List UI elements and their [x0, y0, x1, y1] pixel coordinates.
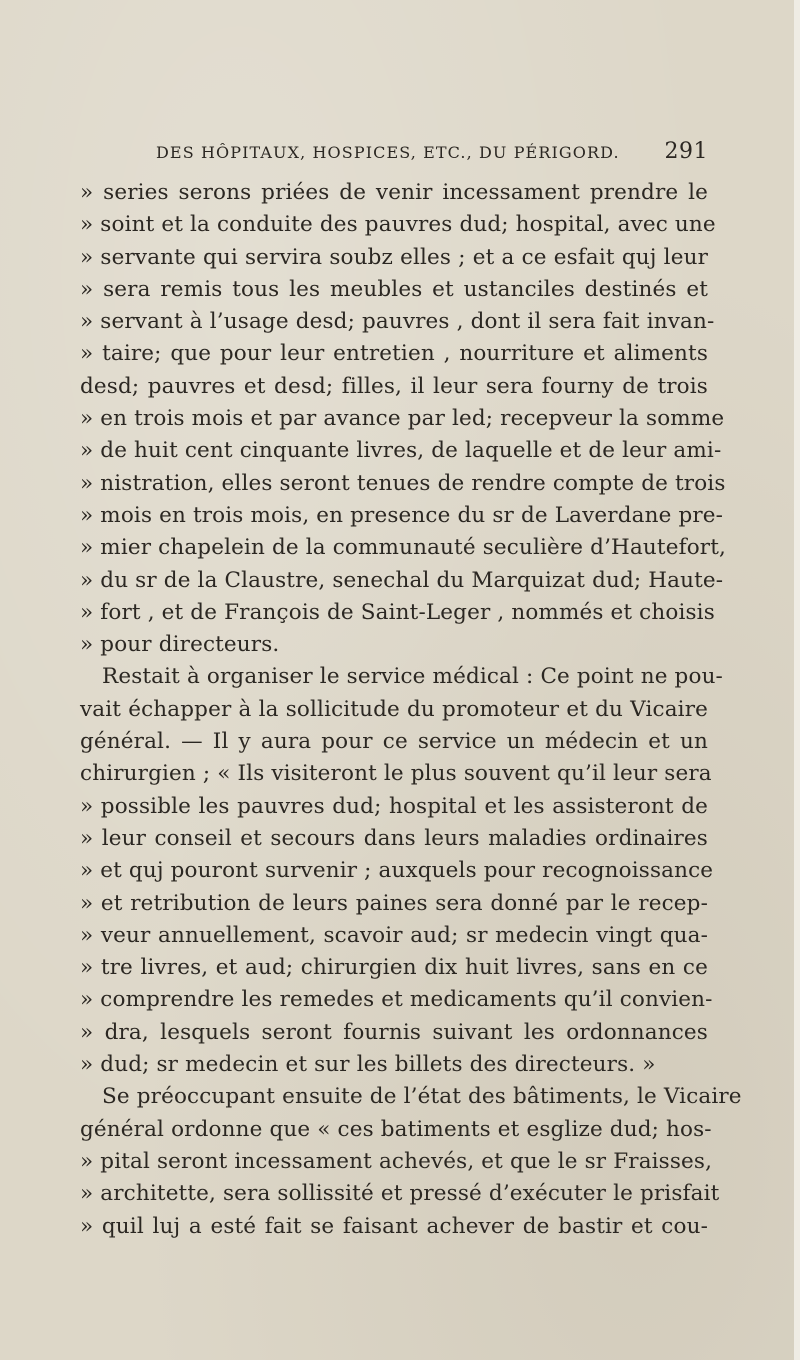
text-line: » dud; sr medecin et sur les billets des directeurs. »: [80, 1052, 656, 1078]
text-line: » servante qui servira soubz elles ; et a ce esfait quj leur: [80, 244, 708, 270]
text-line: » pour directeurs.: [80, 632, 280, 658]
text-line: chirurgien ; « Ils visiteront le plus souvent qu’il leur sera: [80, 761, 712, 787]
text-line: » et quj pouront survenir ; auxquels pour recognoissance: [80, 858, 714, 884]
text-line: » mier chapelein de la communauté seculière d’Hautefort,: [80, 535, 726, 561]
text-line: » en trois mois et par avance par led; recepveur la somme: [80, 406, 725, 432]
text-line: » fort , et de François de Saint-Leger , nommés et choisis: [80, 599, 715, 625]
text-line: » sera remis tous les meubles et ustanciles destinés et: [80, 276, 708, 302]
text-line: » leur conseil et secours dans leurs maladies ordinaires: [80, 825, 708, 851]
text-line: » architette, sera sollissité et pressé d’exécuter le prisfait: [80, 1181, 720, 1207]
text-line: » soint et la conduite des pauvres dud; hospital, avec une: [80, 212, 716, 238]
text-line: » mois en trois mois, en presence du sr de Laverdane pre-: [80, 502, 724, 528]
text-line: » et retribution de leurs paines sera donné par le recep-: [80, 890, 708, 916]
text-line: général ordonne que « ces batiments et esglize dud; hos-: [80, 1116, 712, 1142]
text-line: général. — Il y aura pour ce service un médecin et un: [80, 729, 708, 755]
text-line: Se préoccupant ensuite de l’état des bâtiments, le Vicaire: [102, 1084, 742, 1110]
text-line: » servant à l’usage desd; pauvres , dont il sera fait invan-: [80, 309, 715, 335]
text-line: » dra, lesquels seront fournis suivant les ordonnances: [80, 1019, 708, 1045]
text-line: desd; pauvres et desd; filles, il leur sera fourny de trois: [80, 373, 708, 399]
body-text: [80, 177, 742, 1243]
page-header: [156, 139, 708, 173]
page-number: 291: [664, 139, 708, 164]
running-title: DES HÔPITAUX, HOSPICES, ETC., DU PÉRIGORD.: [156, 143, 620, 162]
text-line: » du sr de la Claustre, senechal du Marquizat dud; Haute-: [80, 567, 724, 593]
text-line: » de huit cent cinquante livres, de laquelle et de leur ami-: [80, 438, 722, 464]
text-line: » pital seront incessament achevés, et que le sr Fraisses,: [80, 1148, 713, 1174]
text-line: vait échapper à la sollicitude du promoteur et du Vicaire: [80, 696, 708, 722]
text-line: » veur annuellement, scavoir aud; sr medecin vingt qua-: [80, 922, 708, 948]
text-line: » possible les pauvres dud; hospital et les assisteront de: [80, 793, 708, 819]
text-line: » comprendre les remedes et medicaments qu’il convien-: [80, 987, 713, 1013]
text-line: » quil luj a esté fait se faisant achever de bastir et cou-: [80, 1213, 708, 1239]
text-line: Restait à organiser le service médical : Ce point ne pou-: [102, 664, 723, 690]
text-line: » nistration, elles seront tenues de rendre compte de trois: [80, 470, 726, 496]
text-line: » tre livres, et aud; chirurgien dix huit livres, sans en ce: [80, 955, 708, 981]
page-edge: [794, 0, 800, 1360]
text-line: » series serons priées de venir incessament prendre le: [80, 180, 708, 205]
text-line: » taire; que pour leur entretien , nourriture et aliments: [80, 341, 708, 367]
